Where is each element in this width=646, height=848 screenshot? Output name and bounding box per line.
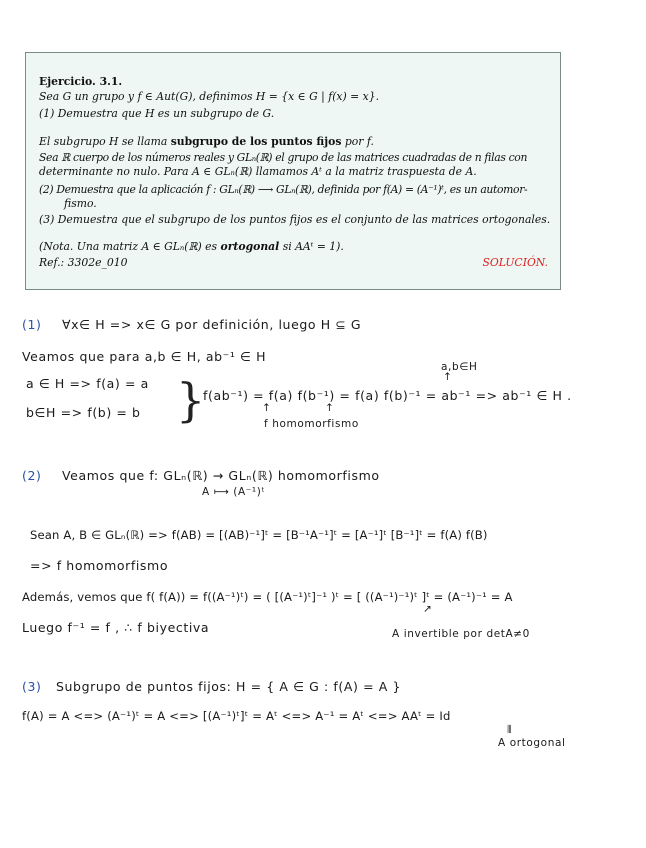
solution-label[interactable]: SOLUCIÓN. (482, 256, 548, 269)
exercise-box (25, 52, 561, 290)
note-post: si AAᵗ = 1). (279, 240, 344, 253)
part-2-note: A invertible por detA≠0 (392, 628, 530, 640)
part-1-b-line: b∈H => f(b) = b (26, 405, 141, 420)
part-1-above-label: a,b∈H (441, 361, 478, 373)
exercise-title: Ejercicio. 3.1. (39, 75, 123, 88)
part-2-line-1: Veamos que f: GLₙ(ℝ) → GLₙ(ℝ) homomorfismo (62, 468, 380, 483)
part-3-number: (3) (22, 679, 42, 694)
exercise-item-1: (1) Demuestra que H es un subgrupo de G. (39, 107, 275, 120)
equivalence-mark: ⦀ (507, 724, 513, 736)
part-2-map: A ⟼ (A⁻¹)ᵗ (202, 486, 266, 498)
real-field-line-2: determinante no nulo. Para A ∈ GLₙ(ℝ) llamamos Aᵗ a la matriz traspuesta de A. (39, 165, 477, 178)
part-2-number: (2) (22, 468, 42, 483)
real-field-line-1: Sea ℝ cuerpo de los números reales y GLₙ(ℝ) el grupo de las matrices cuadradas de n filas con (39, 151, 528, 164)
part-2-line-5: Luego f⁻¹ = f , ∴ f biyectiva (22, 620, 210, 635)
exercise-item-2: (2) Demuestra que la aplicación f : GLₙ(ℝ) ⟶ GLₙ(ℝ), definida por f(A) = (A⁻¹)ᵗ, es un automor- (39, 183, 528, 196)
fixed-points-term: subgrupo de los puntos fijos (170, 135, 342, 148)
part-1-a-line: a ∈ H => f(a) = a (26, 376, 149, 391)
exercise-item-2-cont: fismo. (64, 197, 97, 210)
part-1-line-2: Veamos que para a,b ∈ H, ab⁻¹ ∈ H (22, 349, 267, 364)
up-arrow-icon: ↗ (423, 603, 433, 615)
brace-icon: } (176, 373, 206, 427)
part-1-hom-label: f homomorfismo (264, 418, 359, 430)
part-2-line-2: Sean A, B ∈ GLₙ(ℝ) => f(AB) = [(AB)⁻¹]ᵗ = [B⁻¹A⁻¹]ᵗ = [A⁻¹]ᵗ [B⁻¹]ᵗ = f(A) f(B) (30, 528, 488, 542)
part-3-line-2: f(A) = A <=> (A⁻¹)ᵗ = A <=> [(A⁻¹)ᵗ]ᵗ = Aᵗ <=> A⁻¹ = Aᵗ <=> AAᵗ = Id (22, 709, 451, 723)
part-3-line-1: Subgrupo de puntos fijos: H = { A ∈ G : f(A) = A } (56, 679, 402, 694)
exercise-statement: Sea G un grupo y f ∈ Aut(G), definimos H = {x ∈ G | f(x) = x}. (39, 90, 380, 103)
part-2-line-4: Además, vemos que f( f(A)) = f((A⁻¹)ᵗ) = ( [(A⁻¹)ᵗ]⁻¹ )ᵗ = [ ((A⁻¹)⁻¹)ᵗ ]ᵗ = (A⁻¹)⁻¹ = A (22, 590, 513, 604)
exercise-item-3: (3) Demuestra que el subgrupo de los puntos fijos es el conjunto de las matrices ortogonales. (39, 213, 551, 226)
note-pre: (Nota. Una matriz A ∈ GLₙ(ℝ) es (39, 240, 221, 253)
part-3-orthogonal-label: A ortogonal (498, 737, 566, 749)
part-1-equation: f(ab⁻¹) = f(a) f(b⁻¹) = f(a) f(b)⁻¹ = ab⁻¹ => ab⁻¹ ∈ H . (203, 388, 572, 403)
fixed-points-post: por f. (341, 135, 374, 148)
part-1-number: (1) (22, 317, 42, 332)
fixed-points-pre: El subgrupo H se llama (39, 135, 171, 148)
up-arrow-icon: ↑ (325, 402, 335, 414)
up-arrow-icon: ↑ (262, 402, 272, 414)
part-1-line-1: ∀x∈ H => x∈ G por definición, luego H ⊆ G (62, 317, 362, 332)
up-arrow-icon: ↑ (443, 371, 453, 383)
part-2-line-3: => f homomorfismo (30, 558, 169, 573)
exercise-ref: Ref.: 3302e_010 (39, 256, 128, 269)
note-term: ortogonal (220, 240, 280, 253)
fixed-points-definition (39, 135, 374, 149)
orthogonal-note (39, 240, 344, 254)
